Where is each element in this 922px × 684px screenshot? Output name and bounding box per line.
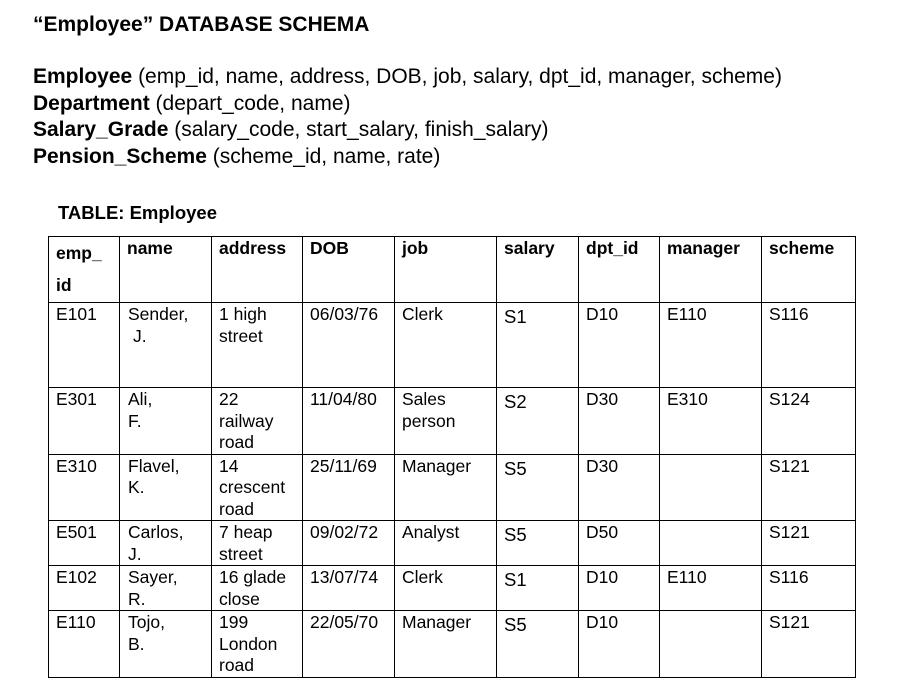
column-header-job: job [395,237,497,303]
cell-scheme: S116 [762,566,856,611]
cell-salary: S1 [497,566,579,611]
cell-address: 199 London road [212,611,303,678]
cell-manager: E310 [660,388,762,455]
cell-emp-id: E501 [49,521,120,566]
cell-job: Manager [395,454,497,521]
column-header-name: name [120,237,212,303]
cell-address: 7 heap street [212,521,303,566]
cell-job: Manager [395,611,497,678]
column-header-scheme: scheme [762,237,856,303]
cell-scheme: S116 [762,303,856,388]
schema-list [33,64,782,170]
cell-name: Carlos, J. [120,521,212,566]
cell-dob: 11/04/80 [303,388,395,455]
employee-table [48,236,856,678]
cell-emp-id: E310 [49,454,120,521]
cell-emp-id: E102 [49,566,120,611]
cell-name: Sender, J. [120,303,212,388]
page-title: “Employee” DATABASE SCHEMA [33,13,370,36]
column-header-manager: manager [660,237,762,303]
schema-relation-name: Department [33,91,150,115]
cell-dob: 25/11/69 [303,454,395,521]
cell-salary: S5 [497,521,579,566]
column-header-dpt-id: dpt_id [579,237,660,303]
schema-relation-name: Salary_Grade [33,118,169,141]
cell-manager [660,611,762,678]
cell-job: Sales person [395,388,497,455]
schema-relation-fields: (scheme_id, name, rate) [212,144,441,168]
schema-relation-name: Pension_Scheme [33,144,207,168]
cell-manager [660,521,762,566]
cell-dob: 13/07/74 [303,566,395,611]
cell-address: 1 high street [212,303,303,388]
cell-name: Tojo, B. [120,611,212,678]
table-row [49,454,856,521]
cell-dob: 22/05/70 [303,611,395,678]
cell-salary: S2 [497,388,579,455]
cell-dob: 09/02/72 [303,521,395,566]
cell-emp-id: E301 [49,388,120,455]
cell-name: Sayer, R. [120,566,212,611]
cell-name: Flavel, K. [120,454,212,521]
cell-dpt-id: D10 [579,611,660,678]
table-row [49,521,856,566]
column-header-dob: DOB [303,237,395,303]
cell-dob: 06/03/76 [303,303,395,388]
cell-salary: S5 [497,611,579,678]
table-caption: TABLE: Employee [58,202,217,223]
cell-manager: E110 [660,566,762,611]
cell-emp-id: E101 [49,303,120,388]
cell-address: 16 glade close [212,566,303,611]
cell-address: 22 railway road [212,388,303,455]
cell-salary: S5 [497,454,579,521]
cell-dpt-id: D10 [579,303,660,388]
column-header-salary: salary [497,237,579,303]
cell-dpt-id: D10 [579,566,660,611]
cell-dpt-id: D30 [579,454,660,521]
cell-dpt-id: D50 [579,521,660,566]
column-header-address: address [212,237,303,303]
cell-job: Analyst [395,521,497,566]
schema-relation-fields: (salary_code, start_salary, finish_salary) [174,118,549,141]
cell-scheme: S121 [762,521,856,566]
cell-scheme: S121 [762,454,856,521]
schema-relation-fields: (emp_id, name, address, DOB, job, salary, dpt_id, manager, scheme) [138,65,782,88]
cell-name: Ali, F. [120,388,212,455]
schema-line-pension-scheme [33,144,782,171]
table-row [49,303,856,388]
column-header-emp-id: emp_ id [49,237,120,303]
cell-manager: E110 [660,303,762,388]
cell-job: Clerk [395,566,497,611]
schema-relation-name: Employee [33,65,133,88]
table-row [49,388,856,455]
table-row [49,611,856,678]
schema-line-department [33,91,782,118]
schema-line-employee [33,64,782,91]
cell-scheme: S121 [762,611,856,678]
cell-scheme: S124 [762,388,856,455]
cell-job: Clerk [395,303,497,388]
cell-dpt-id: D30 [579,388,660,455]
table-header-row [49,237,856,303]
cell-emp-id: E110 [49,611,120,678]
table-row [49,566,856,611]
cell-salary: S1 [497,303,579,388]
cell-manager [660,454,762,521]
schema-relation-fields: (depart_code, name) [155,91,351,115]
schema-line-salary-grade [33,117,782,144]
cell-address: 14 crescent road [212,454,303,521]
